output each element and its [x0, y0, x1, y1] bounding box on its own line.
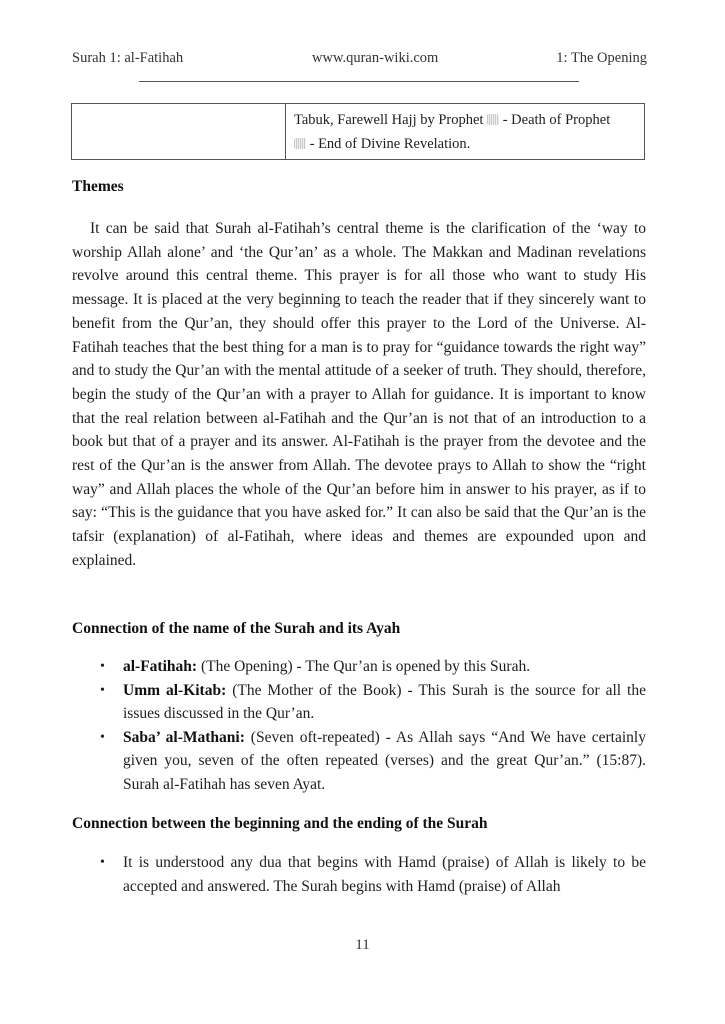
list-item-term: al-Fatihah: — [123, 658, 198, 675]
names-list — [72, 655, 646, 796]
table-cell-left — [72, 104, 286, 159]
bullet-icon: • — [100, 855, 105, 870]
list-item-text: (Seven oft-repeated) - As Allah says “And We have certainly given you, seven of the often repeated (verses) and the great Qur’an.” (15:87). Surah al-Fatihah has seven Ayat. — [123, 728, 646, 793]
list-item-term: Saba’ al-Mathani: — [123, 728, 245, 746]
header-chapter-title: 1: The Opening — [556, 50, 647, 66]
pbuh-calligraphy-icon — [487, 114, 499, 125]
header-divider — [139, 81, 579, 82]
section-heading-names: Connection of the name of the Surah and its Ayah — [72, 620, 401, 637]
header-website: www.quran-wiki.com — [312, 50, 439, 66]
table-text-part: - End of Divine Revelation. — [306, 136, 471, 152]
header-surah-title: Surah 1: al-Fatihah — [72, 50, 184, 66]
table-text-part: - Death of Prophet — [499, 112, 611, 128]
section-heading-connection: Connection between the beginning and the ending of the Surah — [72, 815, 488, 832]
table-text-part: Tabuk, Farewell Hajj by Prophet — [294, 112, 488, 128]
list-item-text: It is understood any dua that begins with Hamd (praise) of Allah is likely to be accepted and answered. The Surah begins with Hamd (praise) of Allah — [123, 854, 646, 895]
table-cell-right — [286, 104, 644, 159]
list-item — [72, 726, 646, 797]
list-item — [72, 851, 646, 898]
section-heading-themes: Themes — [72, 178, 124, 195]
running-header — [72, 50, 647, 70]
list-item-term: Umm al-Kitab: — [123, 681, 227, 699]
bullet-icon: • — [100, 682, 105, 698]
list-item — [72, 679, 646, 726]
bullet-icon: • — [100, 729, 105, 745]
pbuh-calligraphy-icon — [294, 138, 306, 149]
list-item — [72, 655, 646, 679]
bullet-icon: • — [100, 659, 105, 674]
page-number: 11 — [355, 937, 370, 953]
connection-list — [72, 851, 646, 898]
list-item-text: (The Opening) - The Qur’an is opened by this Surah. — [197, 658, 531, 675]
themes-paragraph — [72, 217, 646, 573]
timeline-table — [71, 103, 645, 160]
list-item-text: (The Mother of the Book) - This Surah is the source for all the issues discussed in the Qur’an. — [123, 681, 646, 722]
themes-paragraph-text: It can be said that Surah al-Fatihah’s central theme is the clarification of the ‘way to worship Allah alone’ and ‘the Qur’an’ as a whole. The Makkan and Madinan revelations revolve around this central theme. This prayer is for all those who want to study His message. It is placed at the very beginning to teach the reader that if they sincerely want to benefit from the Qur’an, they should offer this prayer to the Lord of the Universe. Al-Fatihah teaches that the best thing for a man is to pray for “guidance towards the right way” and to study the Qur’an with the mental attitude of a seeker of truth. They should, therefore, begin the study of the Qur’an with a prayer to Allah for guidance. It is important to know that the real relation between al-Fatihah and the Qur’an is not that of an introduction to a book but that of a prayer and its answer. Al-Fatihah is the prayer from the devotee and the rest of the Qur’an is the answer from Allah. The devotee prays to Allah to show the “right way” and Allah places the whole of the Qur’an before him in answer to his prayer, as if to say: “This is the guidance that you have asked for.” It can also be said that the Qur’an is the tafsir (explanation) of al-Fatihah, where ideas and themes are expounded upon and explained. — [72, 220, 646, 569]
